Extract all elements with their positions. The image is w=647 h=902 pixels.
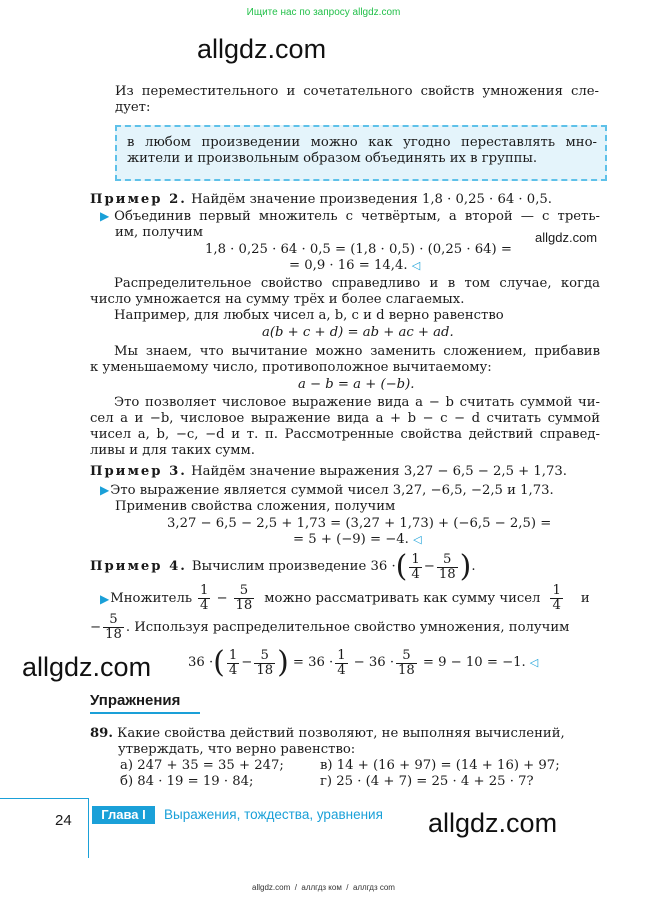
solution-text: . Используя распределительное свойство умножения, получим [125,619,570,635]
top-watermark: Ищите нас по запросу allgdz.com [246,7,401,18]
example-label: Пример 3. [90,464,187,479]
chapter-label: Глава I [92,806,155,824]
exercise-text: утверждать, что верно равенство: [118,742,356,757]
subtraction-paragraph-2 [90,395,600,459]
paren-open: ( [213,645,225,680]
exercise-item-v: в) 14 + (16 + 97) = (14 + 16) + 97; [320,758,560,773]
example-2-solution [100,208,600,241]
example-text: Вычислим произведение 36 · [191,559,396,574]
minus-sign: − [216,590,228,606]
solution-text: Множитель [110,590,193,606]
equation-text: = 5 + (−9) = −4. [293,532,409,547]
fraction-numerator: 1 [552,583,561,598]
exercise-item-b: б) 84 · 19 = 19 · 84; [120,774,254,789]
example-3-equation [293,532,422,548]
exercise-89 [90,726,600,758]
fraction-denominator: 4 [228,662,238,678]
equation-text: = 0,9 · 16 = 14,4. [289,258,408,273]
distributive-formula: a(b + c + d) = ab + ac + ad. [262,325,454,340]
fraction-denominator: 4 [552,598,561,613]
example-text: Найдём значение выражения 3,27 − 6,5 − 2,5 + 1,73. [191,464,567,479]
watermark-big: allgdz.com [22,652,152,682]
fraction-denominator: 18 [235,598,253,613]
fraction-denominator: 4 [337,662,346,678]
paragraph-line: ливы и для таких сумм. [90,443,255,458]
minus-sign: − [241,655,253,670]
fraction-numerator: 1 [228,647,238,663]
exercise-number: 89. [90,726,113,741]
solution-text: можно рассматривать как сумму чисел [264,590,541,606]
minus-sign: − [90,619,102,635]
intro-line: дует: [115,100,151,115]
calc-text: = 36 · [292,655,334,670]
fraction [254,649,275,678]
end-marker-icon: ◁ [413,533,422,546]
example-label: Пример 2. [90,192,187,207]
example-2-equation [289,258,420,274]
paragraph-line: к уменьшаемому число, противоположное вычитаемому: [90,360,492,375]
solution-line: Объединив первый множитель с четвёртым, а второй — с треть- [114,209,600,224]
rule-box [115,125,607,181]
end-marker-icon: ◁ [411,259,421,272]
footer-rule [0,798,88,799]
solution-line: Применив свойства сложения, получим [115,499,396,514]
exercise-item-g: г) 25 · (4 + 7) = 25 · 4 + 25 · 7? [320,774,534,789]
example-3-equation: 3,27 − 6,5 − 2,5 + 1,73 = (3,27 + 1,73) + (−6,5 − 2,5) = [167,516,552,531]
watermark-big: allgdz.com [428,808,558,838]
solution-line: Это выражение является суммой чисел 3,27, −6,5, −2,5 и 1,73. [110,483,554,498]
fraction-denominator: 18 [438,566,456,582]
rule-line: жители и произвольным образом объединять их в группы. [127,151,538,166]
solution-marker-icon: ▶ [100,483,110,497]
distributive-paragraph [90,276,600,324]
subtraction-formula: a − b = a + (−b). [298,377,415,392]
example-2-statement [90,192,600,208]
chapter-title: Выражения, тождества, уравнения [164,807,383,822]
calc-text: − 36 · [353,655,395,670]
fraction [550,584,562,613]
fraction [227,649,239,678]
fraction [409,553,421,582]
fraction [437,553,458,582]
fraction-denominator: 4 [411,566,420,582]
exercise-item-a: а) 247 + 35 = 35 + 247; [120,758,284,773]
page-number: 24 [55,812,72,829]
fraction-numerator: 5 [437,553,458,568]
watermark-small: allgdz.com [535,230,598,245]
fraction [396,649,417,678]
fraction-denominator: 18 [256,662,274,678]
heading-underline [90,712,200,714]
solution-marker-icon: ▶ [100,209,114,223]
intro-paragraph [115,84,599,116]
fraction-denominator: 18 [398,662,415,678]
example-2-equation: 1,8 · 0,25 · 64 · 0,5 = (1,8 · 0,5) · (0,25 · 64) = [205,242,512,257]
paragraph-line: Мы знаем, что вычитание можно заменить сложением, прибавив [114,344,600,359]
fraction [234,584,255,613]
bottom-watermark: allgdz.com / аллгдз ком / аллгдз com [252,883,395,892]
footer-rule-vertical [88,798,89,858]
example-4-calculation [188,645,539,680]
intro-line: Из переместительного и сочетательного свойств умножения сле- [115,84,599,99]
exercise-text: Какие свойства действий позволяют, не выполняя вычислений, [117,726,565,741]
solution-line: им, получим [115,225,204,240]
calc-text: = 9 − 10 = −1. [422,655,526,670]
solution-text: и [580,590,590,606]
fraction-numerator: 5 [396,649,417,664]
paragraph-line: Распределительное свойство справедливо и в том случае, когда [114,276,600,291]
paragraph-line: чисел a, b, −c, −d и т. п. Рассмотренные свойства действий справед- [90,427,600,442]
fraction-numerator: 5 [234,584,255,599]
end-marker-icon: ◁ [529,656,539,669]
fraction-numerator: 1 [411,551,420,567]
example-label: Пример 4. [90,559,187,574]
fraction-numerator: 5 [103,613,124,628]
example-3-statement [90,464,600,480]
fraction-denominator: 4 [200,598,209,613]
period: . [471,559,476,574]
fraction [103,613,124,642]
example-4-solution-line2 [90,613,602,642]
example-4-statement [90,549,600,584]
subtraction-paragraph [90,344,600,376]
solution-marker-icon: ▶ [100,591,110,606]
watermark-big: allgdz.com [197,34,327,64]
minus-sign: − [423,559,435,574]
fraction [198,584,210,613]
fraction-numerator: 1 [337,647,346,663]
calc-text: 36 · [188,655,214,670]
example-4-solution-line1 [100,584,600,613]
paragraph-line: сел a и −b, числовое выражение вида a + b − c − d считать суммой [90,411,600,426]
paren-close: ) [277,645,289,680]
fraction [335,649,347,678]
paragraph-line: число умножается на сумму трёх и более слагаемых. [90,292,465,307]
fraction-numerator: 5 [254,649,275,664]
paren-open: ( [395,549,408,584]
paragraph-line: Это позволяет числовое выражение вида a − b считать суммой чи- [114,395,600,410]
paragraph-line: Например, для любых чисел a, b, c и d верно равенство [114,308,504,323]
rule-line: в любом произведении можно как угодно переставлять мно- [127,135,597,150]
exercises-heading: Упражнения [90,692,181,709]
paren-close: ) [459,549,472,584]
fraction-denominator: 18 [105,627,122,642]
example-text: Найдём значение произведения 1,8 · 0,25 · 64 · 0,5. [191,192,552,207]
example-3-solution [100,482,600,515]
fraction-numerator: 1 [200,583,209,598]
